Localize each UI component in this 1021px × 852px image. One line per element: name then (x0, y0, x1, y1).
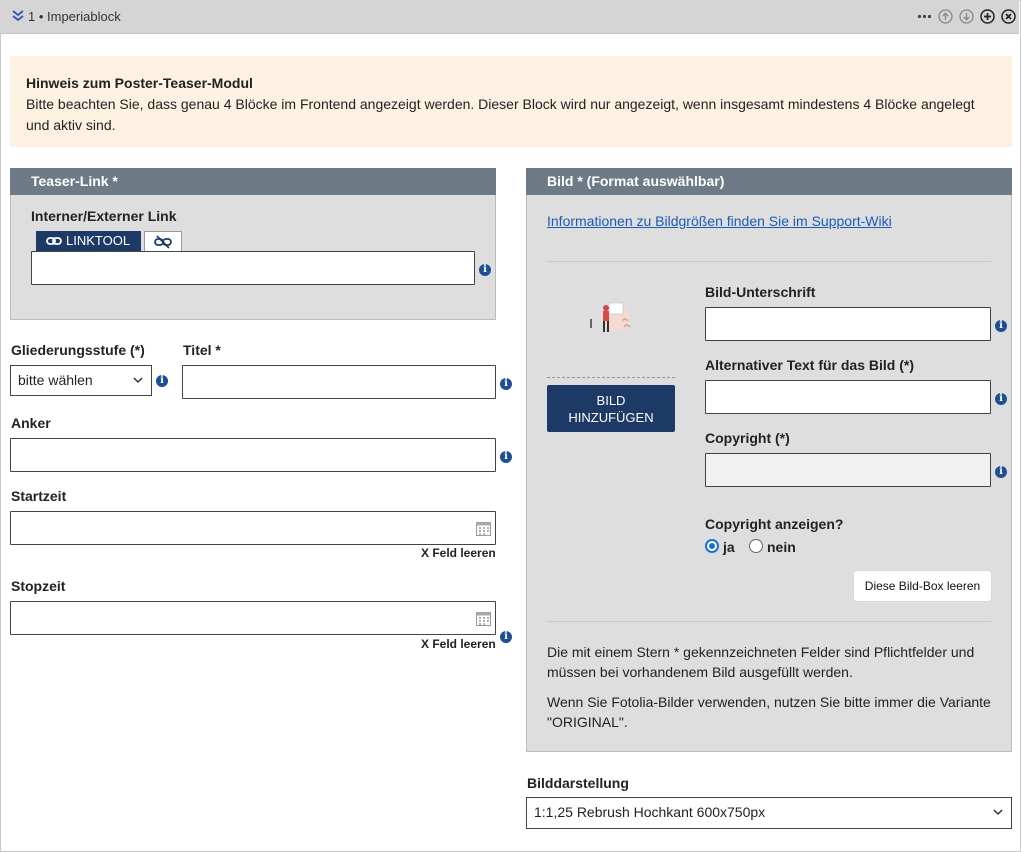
display-select-value: 1:1,25 Rebrush Hochkant 600x750px (534, 804, 766, 820)
link-input[interactable] (31, 251, 475, 285)
info-icon[interactable]: i (995, 393, 1007, 405)
level-select-value: bitte wählen (18, 372, 93, 388)
close-icon[interactable] (1001, 9, 1016, 24)
info-icon[interactable]: i (500, 378, 512, 390)
copyright-yes-radio[interactable] (705, 539, 719, 553)
copyright-label: Copyright (*) (705, 430, 790, 446)
link-icon (46, 235, 62, 247)
clear-field-link[interactable]: X Feld leeren (421, 637, 496, 651)
add-image-label: BILD HINZUFÜGEN (568, 393, 654, 425)
module-header-bar (0, 0, 1019, 34)
calendar-icon[interactable] (476, 611, 491, 626)
more-icon[interactable] (917, 9, 932, 24)
image-drop-divider (547, 377, 675, 378)
copyright-no-label[interactable]: nein (767, 539, 796, 555)
level-label: Gliederungsstufe (*) (11, 342, 145, 358)
divider (547, 621, 991, 622)
move-up-icon[interactable] (938, 9, 953, 24)
add-image-button[interactable] (547, 385, 675, 432)
alt-text-label: Alternativer Text für das Bild (*) (705, 357, 915, 373)
copyright-input[interactable] (705, 453, 991, 487)
info-icon[interactable]: i (995, 320, 1007, 332)
divider (547, 261, 991, 262)
stop-label: Stopzeit (11, 578, 66, 594)
info-icon[interactable]: i (500, 451, 512, 463)
notice-box (10, 56, 1012, 147)
copyright-yes-label[interactable]: ja (723, 539, 735, 555)
caption-label: Bild-Unterschrift (705, 284, 816, 300)
info-icon[interactable]: i (995, 466, 1007, 478)
alt-text-input[interactable] (705, 380, 991, 414)
start-label: Startzeit (11, 488, 67, 504)
info-icon[interactable]: i (156, 375, 168, 387)
anchor-input[interactable] (10, 438, 496, 472)
chevron-down-icon (993, 808, 1003, 816)
caption-input[interactable] (705, 307, 991, 341)
unlink-icon (154, 235, 172, 249)
add-icon[interactable] (980, 9, 995, 24)
chevron-down-icon (133, 376, 143, 384)
start-input[interactable] (10, 511, 496, 545)
clear-field-link[interactable]: X Feld leeren (421, 546, 496, 560)
show-copyright-label: Copyright anzeigen? (705, 516, 844, 532)
move-down-icon[interactable] (959, 9, 974, 24)
title-label: Titel * (183, 342, 221, 358)
copyright-no-radio[interactable] (749, 539, 763, 553)
notice-text: Bitte beachten Sie, dass genau 4 Blöcke im Frontend angezeigt werden. Dieser Block wird nur angezeigt, wenn insgesamt mindestens 4 Blöcke angelegt und aktiv sind. (26, 96, 975, 133)
calendar-icon[interactable] (476, 521, 491, 536)
title-input[interactable] (182, 365, 496, 399)
module-title: 1 • Imperiablock (28, 9, 121, 24)
clear-image-box-button[interactable]: Diese Bild-Box leeren (854, 571, 991, 601)
support-wiki-link[interactable]: Informationen zu Bildgrößen finden Sie im Support-Wiki (547, 213, 892, 229)
linktool-tab[interactable] (36, 231, 141, 251)
link-label: Interner/Externer Link (31, 208, 177, 224)
level-select[interactable] (10, 365, 152, 396)
display-label: Bilddarstellung (527, 775, 629, 791)
info-icon[interactable]: i (500, 631, 512, 643)
image-header: Bild * (Format auswählbar) (526, 168, 1012, 195)
display-select[interactable] (526, 797, 1012, 829)
linktool-label: LINKTOOL (66, 233, 131, 248)
info-icon[interactable]: i (479, 264, 491, 276)
required-note: Die mit einem Stern * gekennzeichneten Felder sind Pflichtfelder und müssen bei vorhandenem Bild ausgefüllt werden. (547, 644, 975, 680)
notice-title: Hinweis zum Poster-Teaser-Modul (26, 75, 253, 91)
stop-input[interactable] (10, 601, 496, 635)
unlink-tab[interactable] (144, 231, 182, 251)
chevrons-down-icon[interactable] (11, 9, 25, 23)
anchor-label: Anker (11, 415, 51, 431)
image-placeholder-icon (584, 297, 636, 341)
teaser-link-header: Teaser-Link * (10, 168, 496, 195)
fotolia-note: Wenn Sie Fotolia-Bilder verwenden, nutzen Sie bitte immer die Variante "ORIGINAL". (547, 694, 991, 730)
